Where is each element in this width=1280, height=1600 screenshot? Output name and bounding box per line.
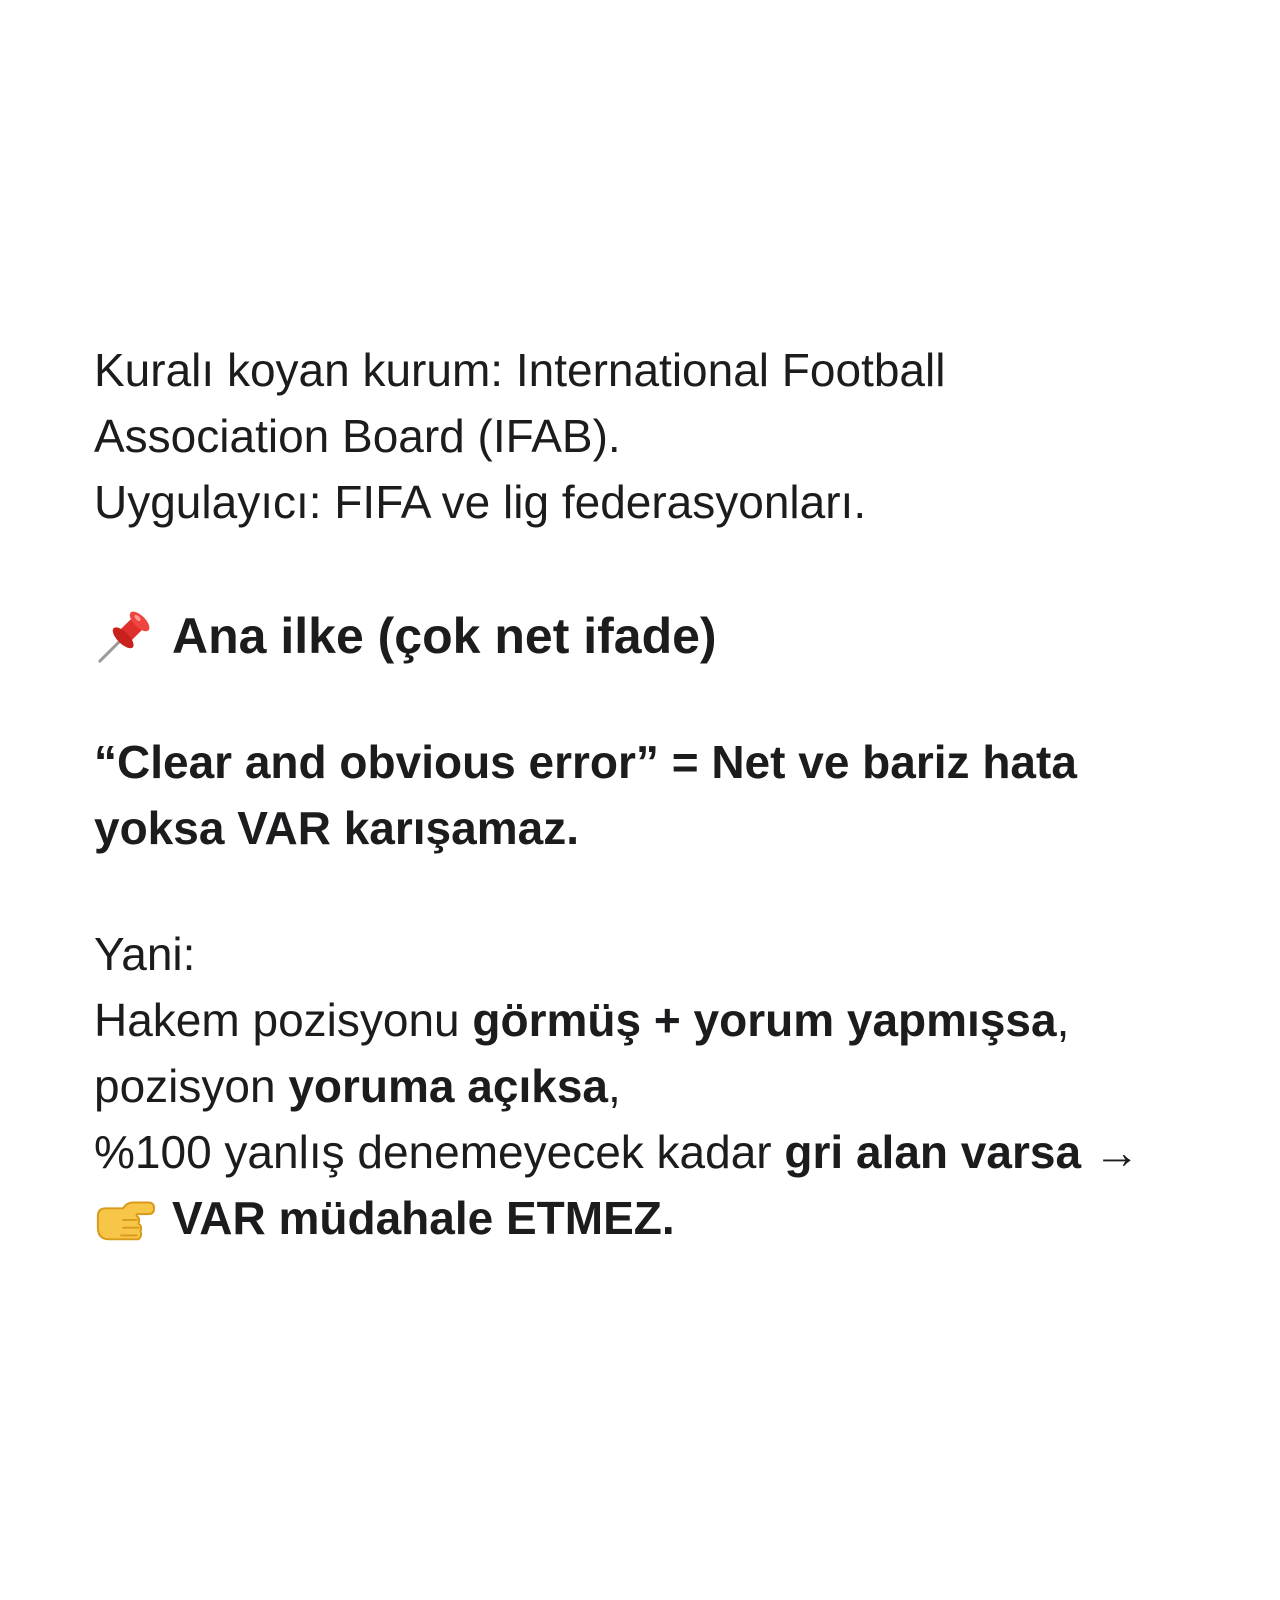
document-body	[94, 337, 1214, 1251]
explanation-line-2-text: pozisyon	[94, 1060, 289, 1112]
intro-line-3: Uygulayıcı: FIFA ve lig federasyonları.	[94, 476, 867, 528]
conclusion-text: VAR müdahale ETMEZ.	[172, 1192, 675, 1244]
explanation-line-1-text: Hakem pozisyonu	[94, 994, 473, 1046]
section-heading-text: Ana ilke (çok net ifade)	[172, 608, 717, 664]
explanation-line-3-text: %100 yanlış denemeyecek kadar	[94, 1126, 785, 1178]
principle-line-2: yoksa VAR karışamaz.	[94, 802, 579, 854]
explanation-line-1	[94, 987, 1214, 1053]
intro-block	[94, 337, 1214, 535]
explanation-line-3-emphasis: gri alan varsa	[784, 1126, 1082, 1178]
explanation-line-2-emphasis: yoruma açıksa	[288, 1060, 608, 1112]
explanation-label: Yani:	[94, 928, 196, 980]
explanation-line-1-end: ,	[1056, 994, 1070, 1046]
principle-block	[94, 729, 1214, 861]
explanation-line-2	[94, 1053, 1214, 1119]
explanation-line-3	[94, 1119, 1214, 1185]
conclusion-line	[94, 1185, 1214, 1251]
explanation-line-1-emphasis: görmüş + yorum yapmışsa	[472, 994, 1057, 1046]
intro-line-2: Association Board (IFAB).	[94, 410, 621, 462]
explanation-block	[94, 921, 1214, 1251]
explanation-line-2-end: ,	[608, 1060, 621, 1112]
explanation-line-3-end: →	[1081, 1126, 1140, 1178]
section-heading	[94, 603, 1214, 669]
pushpin-icon	[94, 605, 156, 667]
pointing-hand-icon	[94, 1187, 156, 1249]
principle-line-1: “Clear and obvious error” = Net ve bariz hata	[94, 736, 1077, 788]
intro-line-1: Kuralı koyan kurum: International Football	[94, 344, 946, 396]
